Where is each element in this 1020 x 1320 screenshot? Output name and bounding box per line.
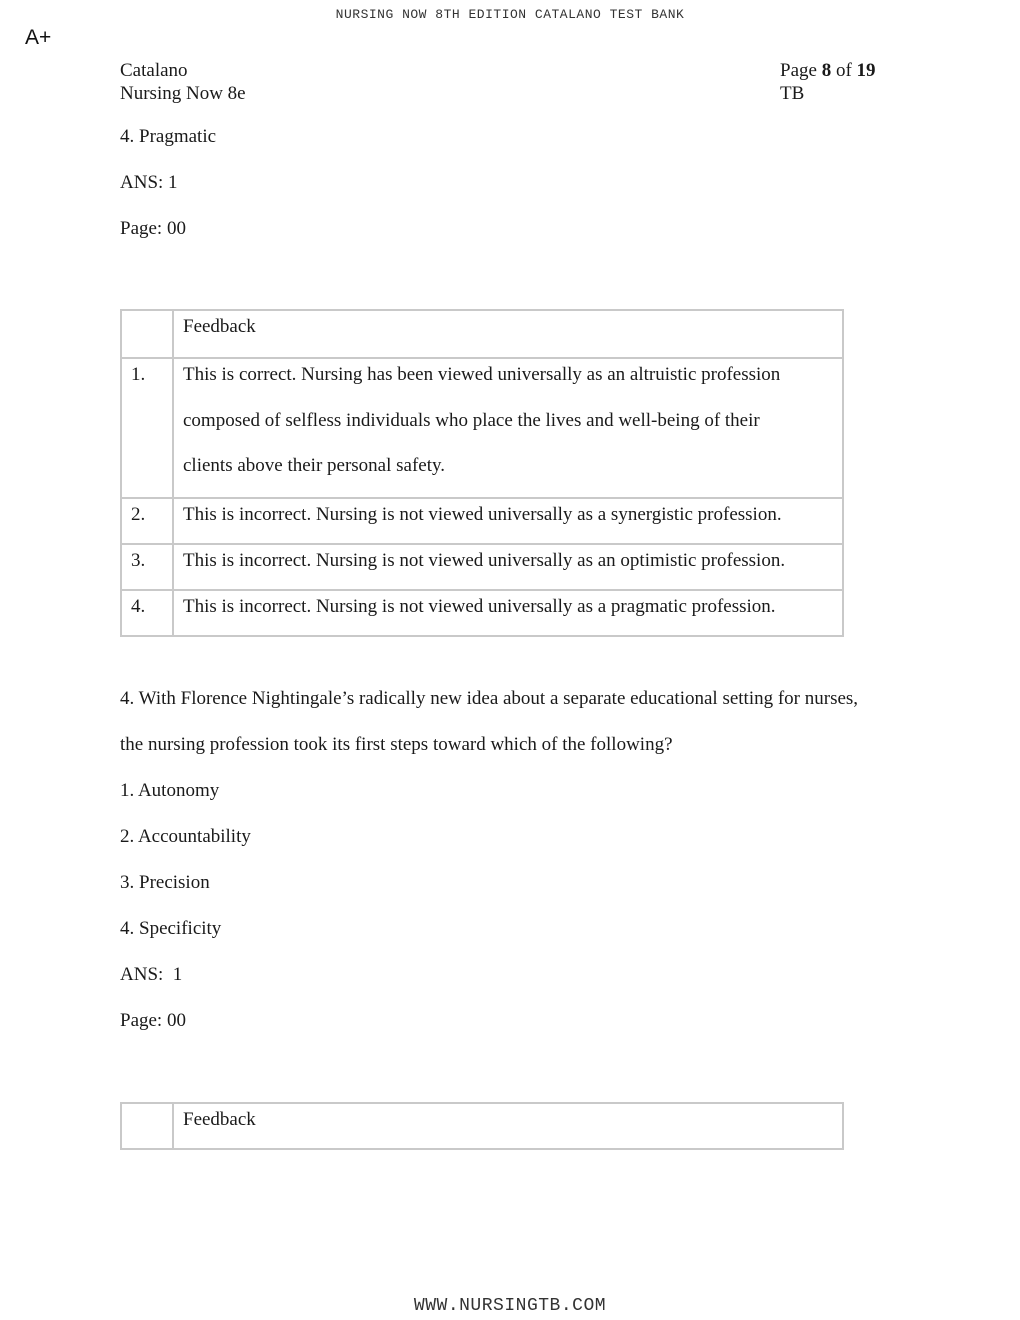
feedback-line: composed of selfless individuals who place the lives and well-being of their: [183, 410, 760, 431]
feedback-row-num: [121, 590, 173, 636]
feedback-row-text: [173, 498, 843, 544]
header-left: [120, 59, 246, 105]
feedback-row-3: [121, 544, 843, 590]
test-bank-banner: NURSING NOW 8TH EDITION CATALANO TEST BANK: [335, 7, 685, 22]
page-indicator: [780, 59, 876, 82]
feedback-num-label: 3.: [131, 550, 146, 571]
feedback-header-label: Feedback: [183, 316, 256, 337]
q4-option-4: 4. Specificity: [120, 918, 222, 939]
feedback-line: clients above their personal safety.: [183, 455, 446, 476]
feedback-table-q3: [120, 309, 844, 637]
feedback-num-label: 4.: [131, 596, 146, 617]
feedback-header-label: Feedback: [183, 1109, 256, 1130]
feedback-header-cell: [173, 310, 843, 358]
feedback-line: This is incorrect. Nursing is not viewed universally as a synergistic profession.: [183, 504, 782, 525]
q4-stem-line-1: 4. With Florence Nightingale’s radically new idea about a separate educational setting for nurses,: [120, 688, 859, 709]
feedback-row-num: [121, 544, 173, 590]
q4-answer: ANS: 1: [120, 964, 183, 985]
feedback-header-num-cell: [121, 1103, 173, 1149]
q3-option-4: 4. Pragmatic: [120, 126, 217, 147]
feedback-table-q4: [120, 1102, 844, 1150]
feedback-row-num: [121, 498, 173, 544]
q4-option-2: 2. Accountability: [120, 826, 251, 847]
feedback-row-2: [121, 498, 843, 544]
feedback-row-text: [173, 358, 843, 498]
page-total: 19: [856, 60, 876, 81]
feedback-row-text: [173, 590, 843, 636]
feedback-line: This is correct. Nursing has been viewed universally as an altruistic profession: [183, 364, 781, 385]
feedback-header-cell: [173, 1103, 843, 1149]
q4-option-3: 3. Precision: [120, 872, 210, 893]
feedback-header-row: [121, 310, 843, 358]
grade-mark: A+: [25, 26, 52, 49]
q4-stem-line-2: the nursing profession took its first steps toward which of the following?: [120, 734, 673, 755]
feedback-row-num: [121, 358, 173, 498]
feedback-line: This is incorrect. Nursing is not viewed universally as a pragmatic profession.: [183, 596, 776, 617]
page-of: of: [835, 60, 852, 81]
feedback-header-num-cell: [121, 310, 173, 358]
feedback-row-1: [121, 358, 843, 498]
feedback-header-row: [121, 1103, 843, 1149]
feedback-num-label: 2.: [131, 504, 146, 525]
q3-page: Page: 00: [120, 218, 186, 239]
q4-option-1: 1. Autonomy: [120, 780, 220, 801]
page-word: Page: [780, 60, 817, 81]
feedback-row-text: [173, 544, 843, 590]
book-title: Nursing Now 8e: [120, 83, 246, 104]
author-name: Catalano: [120, 60, 188, 81]
q4-page: Page: 00: [120, 1010, 186, 1031]
feedback-line: This is incorrect. Nursing is not viewed universally as an optimistic profession.: [183, 550, 786, 571]
site-footer-url: WWW.NURSINGTB.COM: [413, 1296, 607, 1316]
document-type: TB: [780, 83, 805, 104]
feedback-row-4: [121, 590, 843, 636]
header-right: [780, 59, 876, 105]
q3-answer: ANS: 1: [120, 172, 178, 193]
page-current: 8: [821, 60, 832, 81]
feedback-num-label: 1.: [131, 364, 146, 385]
